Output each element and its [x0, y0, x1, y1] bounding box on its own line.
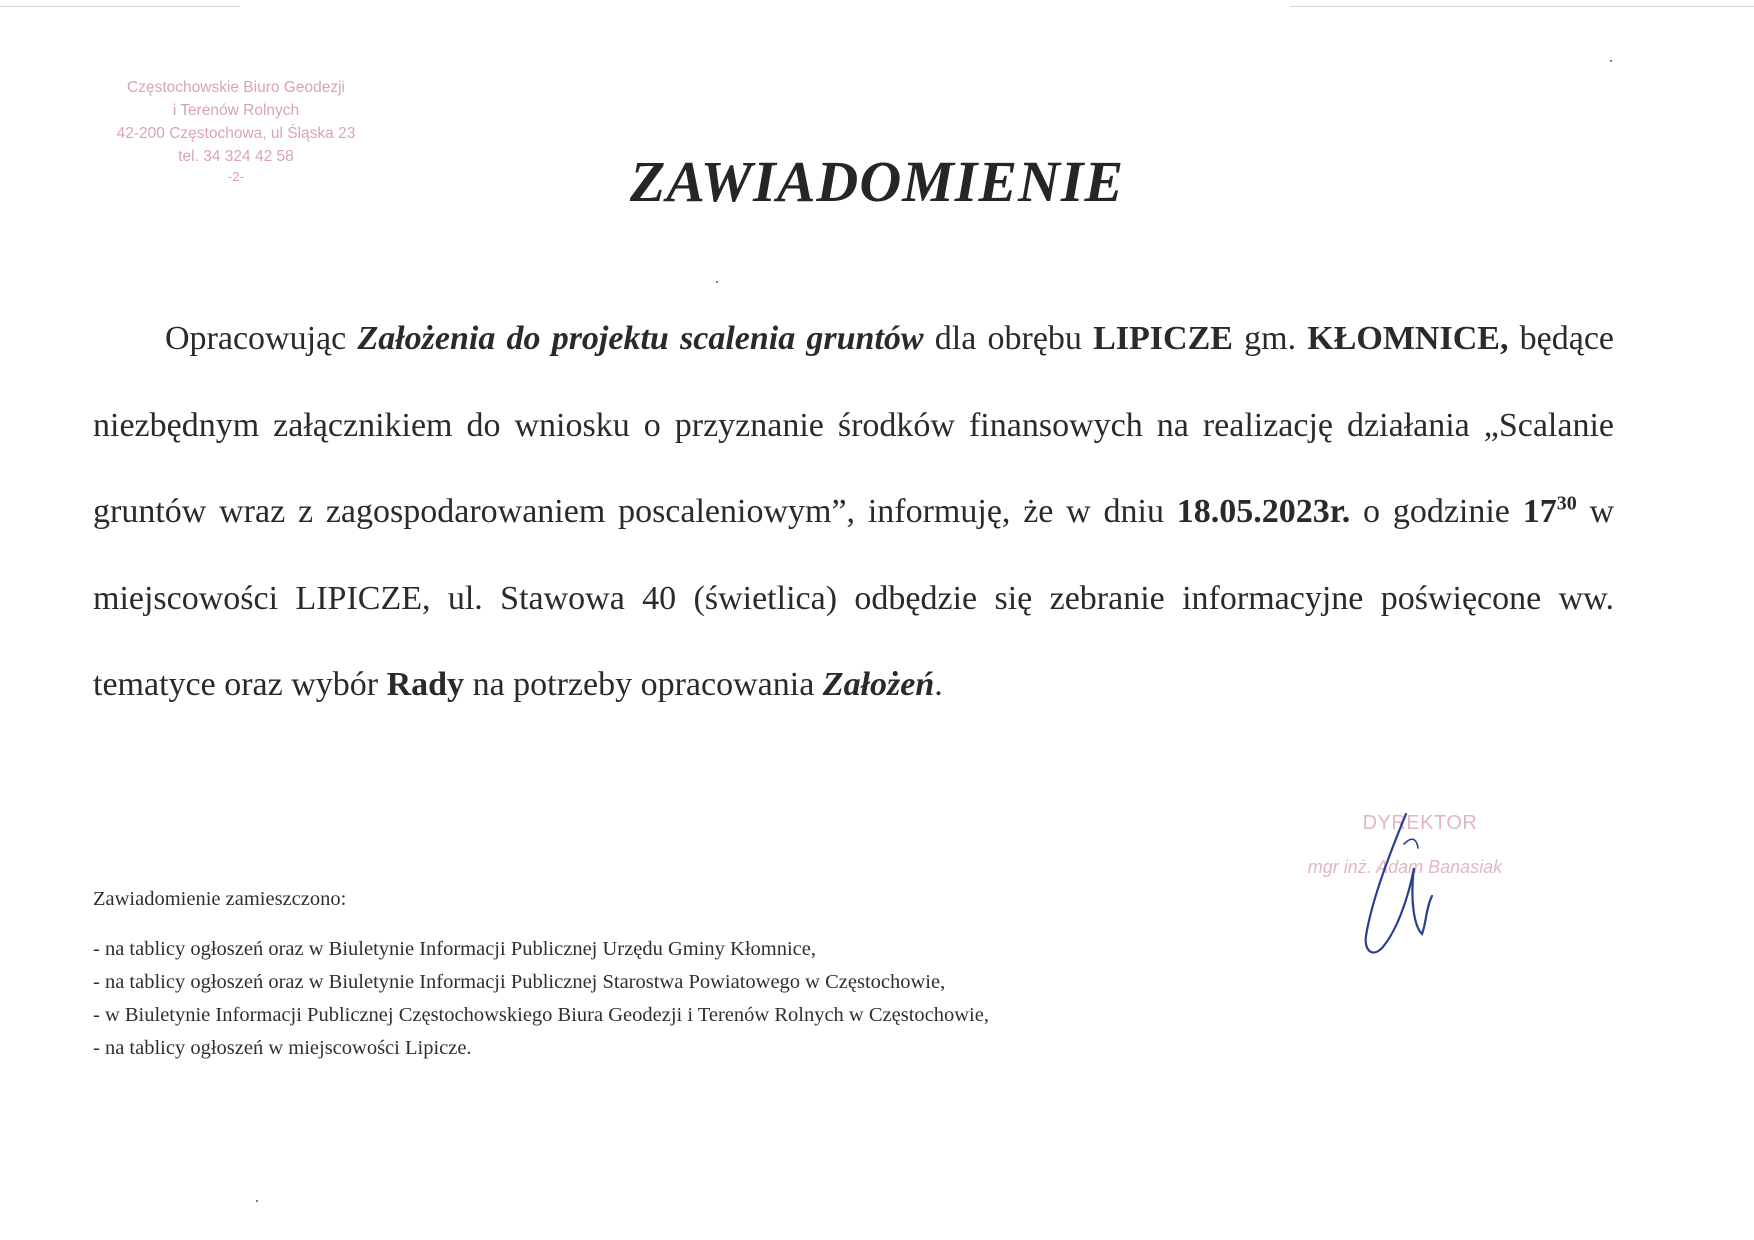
- text-segment: na potrzeby opracowania: [472, 666, 815, 703]
- scan-edge-line-left: [0, 6, 240, 7]
- notice-paragraph: [93, 296, 1614, 729]
- scan-speck: [256, 1200, 258, 1202]
- list-item: - na tablicy ogłoszeń oraz w Biuletynie Informacji Publicznej Starostwa Powiatowego w Częstochowie,: [93, 971, 946, 993]
- text-segment: 18.05.2023r.: [1176, 493, 1351, 530]
- stamp-line: -2-: [228, 169, 244, 184]
- document-title: ZAWIADOMIENIE: [629, 149, 1125, 214]
- notice-body: [93, 296, 1614, 729]
- signatory-name: mgr inż. Adam Banasiak: [1307, 857, 1503, 877]
- list-item: - na tablicy ogłoszeń oraz w Biuletynie Informacji Publicznej Urzędu Gminy Kłomnice,: [93, 938, 816, 960]
- signatory-role: DYREKTOR: [1362, 812, 1478, 834]
- publication-notes: [93, 888, 1293, 1065]
- scan-speck: [716, 281, 718, 283]
- text-segment: Założenia do projektu scalenia gruntów: [357, 320, 924, 357]
- text-segment: w miejscowości LIPICZE, ul. Stawowa 40 (świetlica) odbędzie się zebranie informacyjne poświęcone ww. tematyce oraz wybór: [93, 493, 1615, 703]
- text-segment: 17: [1522, 493, 1557, 530]
- text-segment: o godzinie: [1363, 493, 1510, 530]
- text-segment: 30: [1556, 492, 1577, 515]
- text-segment: KŁOMNICE,: [1307, 320, 1509, 357]
- text-segment: Rady: [386, 666, 465, 703]
- notes-list: [93, 933, 1293, 1065]
- scan-edge-line-right: [1290, 6, 1754, 7]
- list-item: - na tablicy ogłoszeń w miejscowości Lipicze.: [93, 1037, 472, 1059]
- text-segment: dla obrębu: [934, 320, 1082, 357]
- stamp-line: 42-200 Częstochowa, ul Śląska 23: [116, 125, 356, 142]
- stamp-line: tel. 34 324 42 58: [178, 148, 294, 165]
- text-segment: .: [934, 666, 943, 703]
- text-segment: będące niezbędnym załącznikiem do wniosku o przyznanie środków finansowych na realizację działania „Scalanie gruntów wraz z zagospodarowaniem poscaleniowym”, informuję, że w dniu: [93, 320, 1615, 530]
- stamp-line: i Terenów Rolnych: [172, 102, 300, 119]
- text-segment: LIPICZE: [1093, 320, 1233, 357]
- text-segment: Założeń: [822, 666, 935, 703]
- stamp-line: Częstochowskie Biuro Geodezji: [127, 79, 345, 96]
- scan-speck: [1610, 60, 1612, 62]
- text-segment: Opracowując: [165, 320, 347, 357]
- text-segment: gm.: [1244, 320, 1297, 357]
- list-item: - w Biuletynie Informacji Publicznej Częstochowskiego Biura Geodezji i Terenów Rolnych w Częstochowie,: [93, 1004, 989, 1026]
- handwritten-signature-icon: [1352, 808, 1472, 968]
- notes-heading: Zawiadomienie zamieszczono:: [93, 888, 347, 910]
